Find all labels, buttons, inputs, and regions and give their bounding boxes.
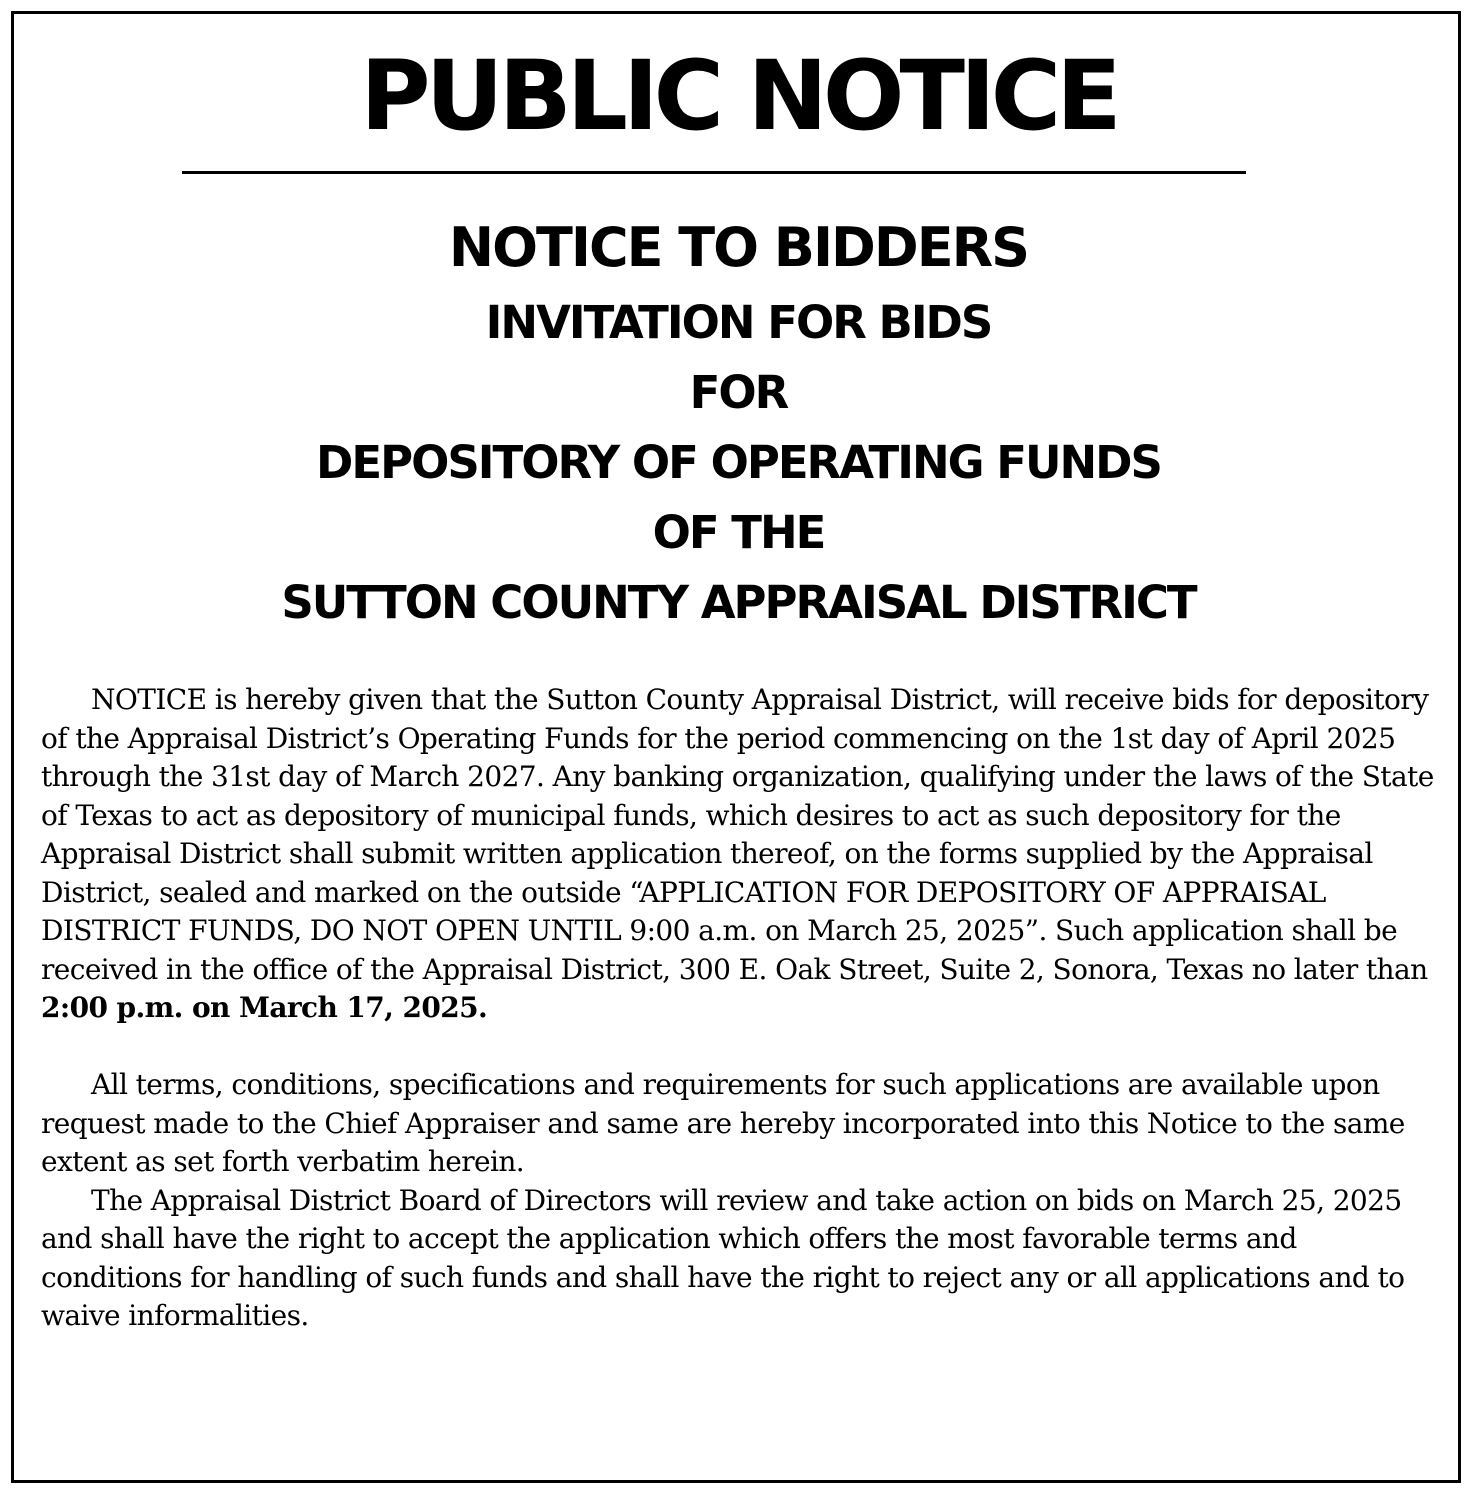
notice-body (41, 681, 1441, 1336)
paragraph-bid-invitation-text: NOTICE is hereby given that the Sutton County Appraisal District, will receive bids for depository of the Appraisal District’s Operating Funds for the period commencing on the 1st day of April 2025 through the 31st day of March 2027. Any banking organization, qualifying under the laws of the State of Texas to act as depository of municipal funds, which desires to act as such depository for the Appraisal District shall submit written application thereof, on the forms supplied by the Appraisal District, sealed and marked on the outside “APPLICATION FOR DEPOSITORY OF APPRAISAL DISTRICT FUNDS, DO NOT OPEN UNTIL 9:00 a.m. on March 25, 2025”. Such application shall be received in the office of the Appraisal District, 300 E. Oak Street, Suite 2, Sonora, Texas no later than (41, 683, 1434, 986)
title-divider (182, 171, 1246, 174)
paragraph-board-review: The Appraisal District Board of Directors will review and take action on bids on March 25, 2025 and shall have the right to accept the application which offers the most favorable terms and conditions for handling of such funds and shall have the right to reject any or all applications and to waive informalities. (41, 1183, 1405, 1332)
page-title: PUBLIC NOTICE (360, 40, 1117, 152)
submission-deadline: 2:00 p.m. on March 17, 2025. (41, 991, 488, 1024)
paragraph-spacer (41, 1028, 1441, 1067)
heading-invitation-for-bids: INVITATION FOR BIDS (485, 296, 992, 349)
paragraph-bid-invitation (41, 681, 1441, 1028)
heading-of-the: OF THE (652, 506, 825, 559)
heading-for: FOR (689, 366, 788, 419)
heading-depository: DEPOSITORY OF OPERATING FUNDS (316, 436, 1161, 489)
notice-headings (0, 208, 1477, 638)
heading-district-name: SUTTON COUNTY APPRAISAL DISTRICT (281, 576, 1196, 629)
heading-notice-to-bidders: NOTICE TO BIDDERS (448, 216, 1029, 279)
paragraph-terms: All terms, conditions, specifications and requirements for such applications are available upon request made to the Chief Appraiser and same are hereby incorporated into this Notice to the same extent as set forth verbatim herein. (41, 1068, 1405, 1178)
